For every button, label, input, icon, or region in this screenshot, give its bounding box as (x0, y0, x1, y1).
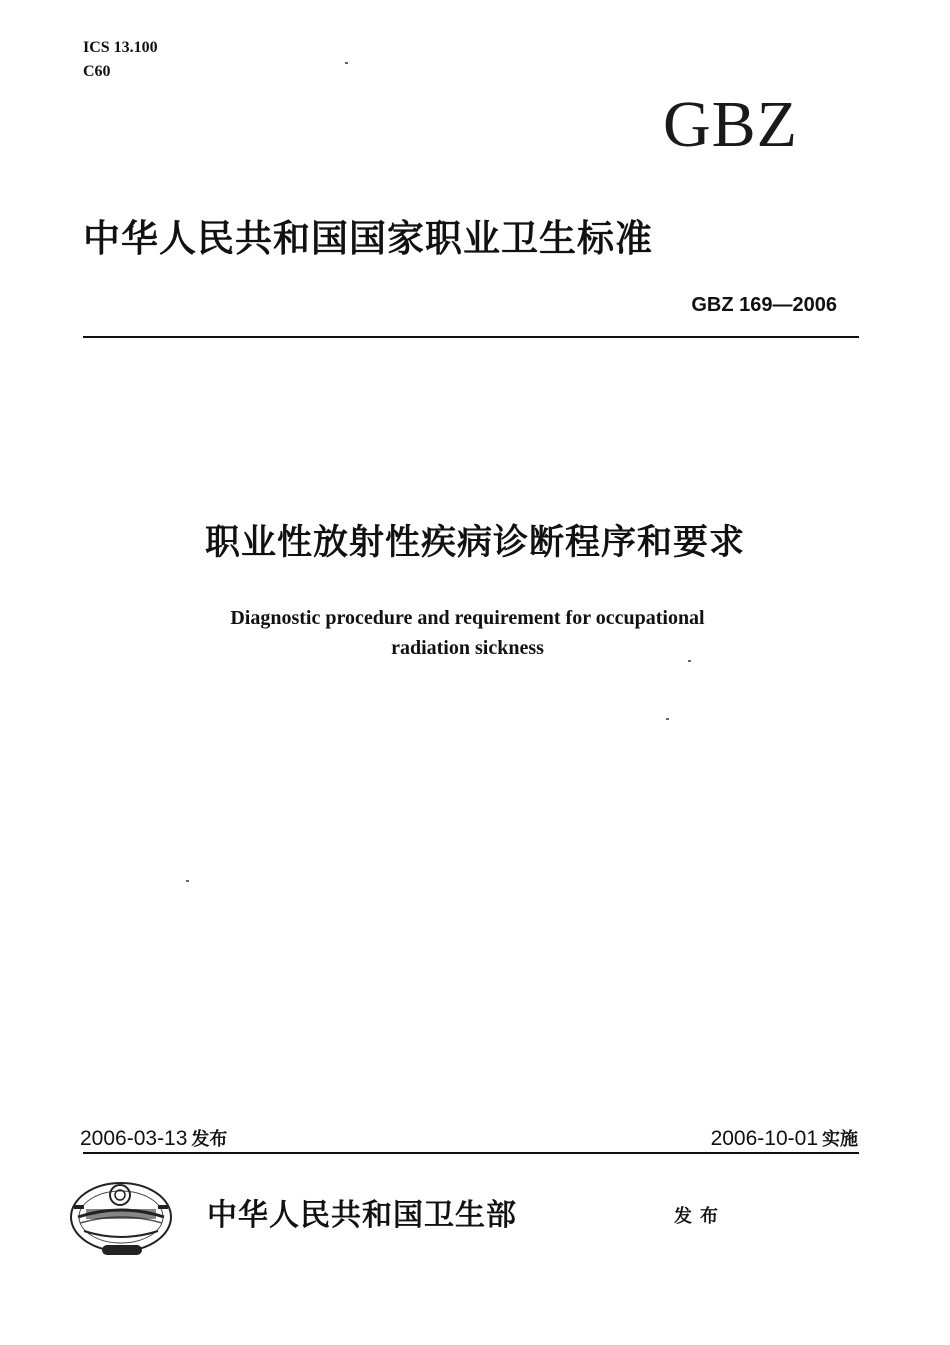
implementation-date: 2006-10-01 (710, 1127, 818, 1150)
document-title-en-line1: Diagnostic procedure and requirement for occupational (230, 607, 705, 629)
document-title-en-line2: radiation sickness (391, 637, 544, 659)
implementation-label: 实施 (822, 1129, 858, 1150)
ics-code: ICS 13.100 (83, 39, 158, 56)
scan-speck (688, 660, 691, 662)
issuer-suffix: 发布 (674, 1206, 726, 1227)
document-title-cn: 职业性放射性疾病诊断程序和要求 (204, 523, 745, 563)
scan-speck (666, 718, 669, 720)
issuer-name: 中华人民共和国卫生部 (207, 1198, 517, 1233)
footer-divider (83, 1152, 859, 1154)
publisher-emblem-icon (66, 1175, 176, 1261)
scan-speck (186, 880, 189, 882)
standard-category-title: 中华人民共和国国家职业卫生标准 (83, 216, 653, 260)
gbz-logo: GBZ (663, 88, 798, 161)
issue-date-line (80, 1126, 227, 1153)
issue-label: 发布 (191, 1129, 228, 1150)
document-title-en (0, 603, 935, 663)
standard-number: GBZ 169—2006 (691, 294, 837, 316)
scan-speck (345, 62, 348, 64)
ccs-code: C60 (83, 63, 111, 80)
header-divider (83, 336, 859, 338)
issue-date: 2006-03-13 (80, 1127, 188, 1150)
implementation-date-line (711, 1126, 858, 1153)
